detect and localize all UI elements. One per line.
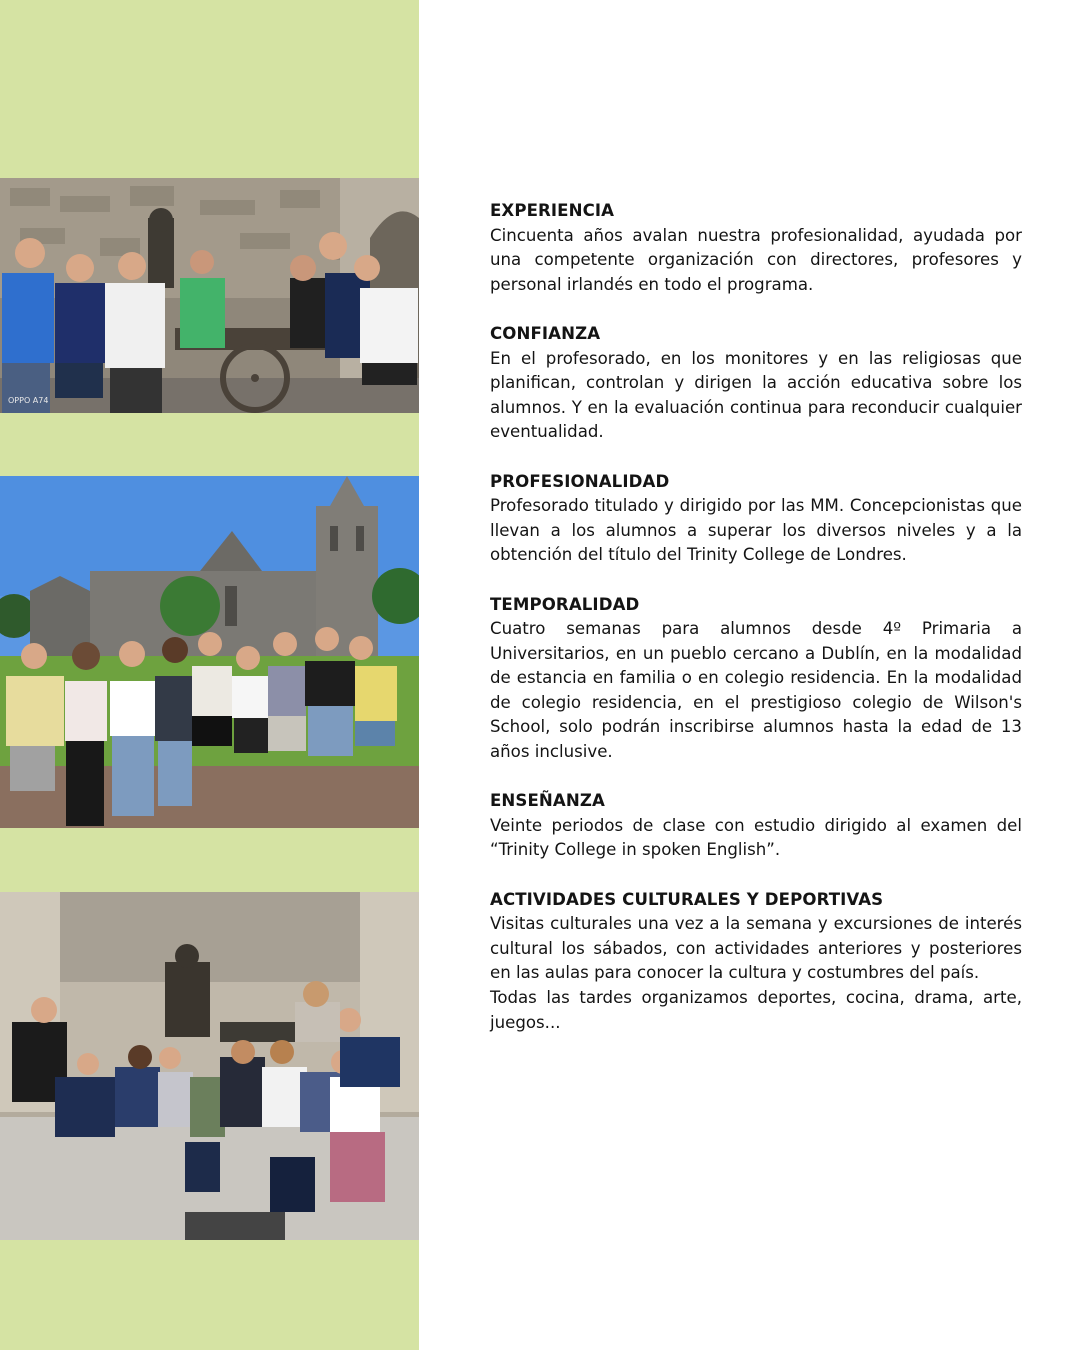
section-paragraph: Visitas culturales una vez a la semana y excursiones de interés cultural los sábados, con actividades anteriores y posteriores en las aulas para conocer la cultura y costumbres del país. [490,914,1022,983]
camera-watermark: OPPO A74 [8,396,49,405]
section-paragraph: Cuatro semanas para alumnos desde 4º Primaria a Universitarios, en un pueblo cercano a Dublín, en la modalidad de estancia en familia o en colegio residencia. En la modalidad de colegio residencia, en el prestigioso colegio de Wilson's School, solo podrán inscribirse alumnos hasta la edad de 13 años inclusive. [490,619,1022,762]
section-paragraph: Todas las tardes organizamos deportes, cocina, drama, arte, juegos... [490,988,1022,1032]
photo-group-teacher-statue [0,892,419,1240]
section-profesionalidad [490,470,1022,568]
section-paragraph: Profesorado titulado y dirigido por las MM. Concepcionistas que llevan a los alumnos a superar los diversos niveles y a la obtención del título del Trinity College de Londres. [490,496,1022,565]
section-experiencia [490,199,1022,297]
section-paragraph: En el profesorado, en los monitores y en las religiosas que planifican, controlan y dirigen la acción educativa sobre los alumnos. Y en la evaluación continua para reconducir cualquier eventualidad. [490,348,1022,442]
section-title: CONFIANZA [490,323,601,343]
section-paragraph: Veinte periodos de clase con estudio dirigido al examen del “Trinity College in spoken English”. [490,815,1022,860]
section-temporalidad [490,593,1022,765]
section-title: ACTIVIDADES CULTURALES Y DEPORTIVAS [490,889,884,909]
section-confianza [490,322,1022,445]
main-text-content [490,199,1022,1060]
section-title: TEMPORALIDAD [490,594,640,614]
section-title: ENSEÑANZA [490,791,605,811]
section-paragraph: Cincuenta años avalan nuestra profesionalidad, ayudada por una competente organización con directores, profesores y personal irlandés en todo el programa. [490,225,1022,294]
section-ensenanza [490,789,1022,863]
section-title: EXPERIENCIA [490,201,615,220]
section-title: PROFESIONALIDAD [490,471,670,491]
photo-cathedral-group [0,476,419,828]
section-actividades [490,888,1022,1036]
photo-students-statue [0,178,419,413]
